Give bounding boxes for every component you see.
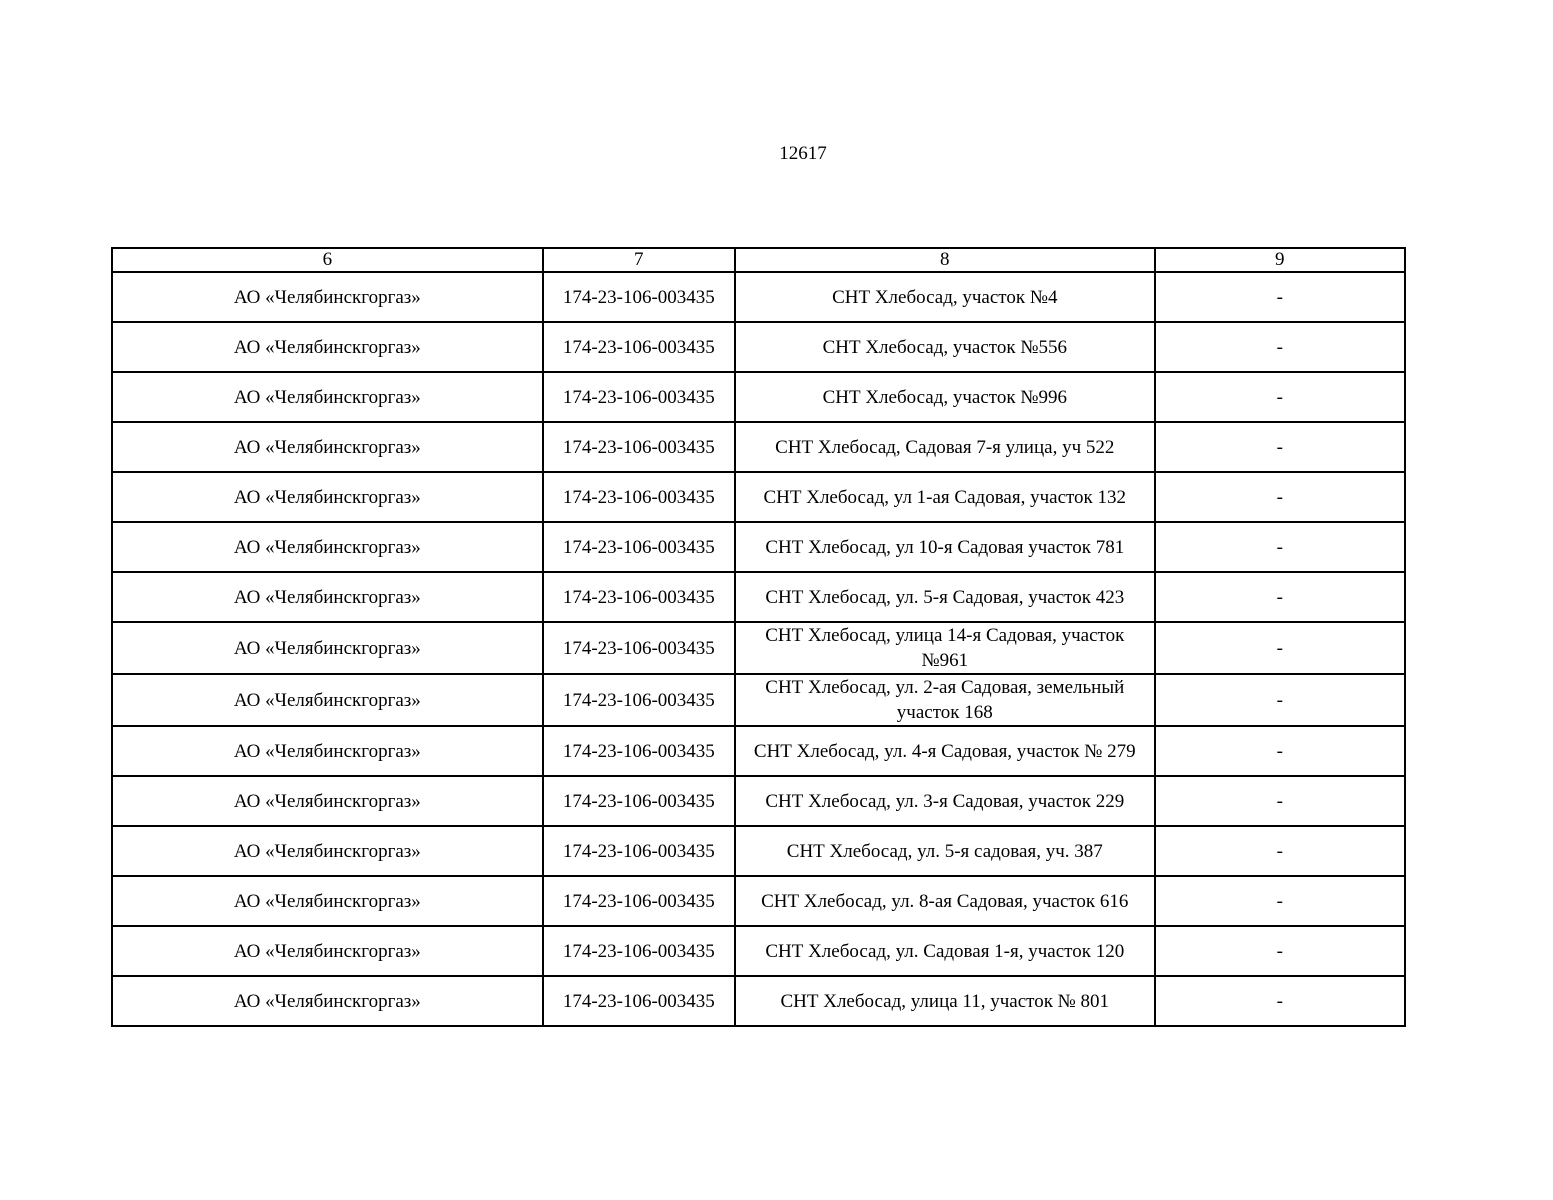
registration-number-cell: 174-23-106-003435: [543, 776, 735, 826]
note-cell: -: [1155, 422, 1405, 472]
table-row: [112, 572, 1405, 622]
organization-cell: АО «Челябинскгоргаз»: [112, 622, 543, 674]
organization-cell: АО «Челябинскгоргаз»: [112, 322, 543, 372]
registration-number-cell: 174-23-106-003435: [543, 976, 735, 1026]
table-row: [112, 272, 1405, 322]
registration-number-cell: 174-23-106-003435: [543, 622, 735, 674]
table-row: [112, 522, 1405, 572]
address-cell: СНТ Хлебосад, ул. Садовая 1-я, участок 120: [735, 926, 1155, 976]
table-row: [112, 372, 1405, 422]
page-number: 12617: [779, 143, 827, 164]
registration-number-cell: 174-23-106-003435: [543, 472, 735, 522]
organization-cell: АО «Челябинскгоргаз»: [112, 572, 543, 622]
table-row: [112, 876, 1405, 926]
note-cell: -: [1155, 976, 1405, 1026]
table-row: [112, 976, 1405, 1026]
address-cell: СНТ Хлебосад, ул. 8-ая Садовая, участок 616: [735, 876, 1155, 926]
table-row: [112, 322, 1405, 372]
registration-number-cell: 174-23-106-003435: [543, 572, 735, 622]
table-row: [112, 472, 1405, 522]
note-cell: -: [1155, 522, 1405, 572]
organization-cell: АО «Челябинскгоргаз»: [112, 674, 543, 726]
registration-number-cell: 174-23-106-003435: [543, 372, 735, 422]
address-cell: СНТ Хлебосад, улица 14-я Садовая, участок №961: [735, 622, 1155, 674]
note-cell: -: [1155, 776, 1405, 826]
note-cell: -: [1155, 372, 1405, 422]
registration-number-cell: 174-23-106-003435: [543, 272, 735, 322]
note-cell: -: [1155, 322, 1405, 372]
table-row: [112, 776, 1405, 826]
organization-cell: АО «Челябинскгоргаз»: [112, 522, 543, 572]
address-cell: СНТ Хлебосад, участок №996: [735, 372, 1155, 422]
address-cell: СНТ Хлебосад, участок №4: [735, 272, 1155, 322]
table-row: [112, 926, 1405, 976]
table-row: [112, 622, 1405, 674]
note-cell: -: [1155, 572, 1405, 622]
note-cell: -: [1155, 272, 1405, 322]
organization-cell: АО «Челябинскгоргаз»: [112, 776, 543, 826]
organization-cell: АО «Челябинскгоргаз»: [112, 422, 543, 472]
table-row: [112, 826, 1405, 876]
note-cell: -: [1155, 622, 1405, 674]
organization-cell: АО «Челябинскгоргаз»: [112, 372, 543, 422]
address-cell: СНТ Хлебосад, улица 11, участок № 801: [735, 976, 1155, 1026]
table-row: [112, 422, 1405, 472]
registration-number-cell: 174-23-106-003435: [543, 926, 735, 976]
address-cell: СНТ Хлебосад, ул. 3-я Садовая, участок 229: [735, 776, 1155, 826]
organization-cell: АО «Челябинскгоргаз»: [112, 976, 543, 1026]
note-cell: -: [1155, 826, 1405, 876]
table-body: [112, 248, 1405, 1026]
registration-number-cell: 174-23-106-003435: [543, 726, 735, 776]
note-cell: -: [1155, 674, 1405, 726]
note-cell: -: [1155, 926, 1405, 976]
organization-cell: АО «Челябинскгоргаз»: [112, 472, 543, 522]
registration-number-cell: 174-23-106-003435: [543, 522, 735, 572]
address-cell: СНТ Хлебосад, ул. 5-я садовая, уч. 387: [735, 826, 1155, 876]
address-cell: СНТ Хлебосад, участок №556: [735, 322, 1155, 372]
organization-cell: АО «Челябинскгоргаз»: [112, 272, 543, 322]
organization-cell: АО «Челябинскгоргаз»: [112, 826, 543, 876]
registration-number-cell: 174-23-106-003435: [543, 322, 735, 372]
note-cell: -: [1155, 726, 1405, 776]
registration-number-cell: 174-23-106-003435: [543, 422, 735, 472]
registration-number-cell: 174-23-106-003435: [543, 826, 735, 876]
organization-cell: АО «Челябинскгоргаз»: [112, 926, 543, 976]
header-cell-col-7: 7: [543, 248, 735, 272]
address-cell: СНТ Хлебосад, ул. 4-я Садовая, участок № 279: [735, 726, 1155, 776]
organization-cell: АО «Челябинскгоргаз»: [112, 876, 543, 926]
address-cell: СНТ Хлебосад, ул. 5-я Садовая, участок 423: [735, 572, 1155, 622]
address-cell: СНТ Хлебосад, ул 10-я Садовая участок 781: [735, 522, 1155, 572]
organization-cell: АО «Челябинскгоргаз»: [112, 726, 543, 776]
header-cell-col-6: 6: [112, 248, 543, 272]
table-row: [112, 674, 1405, 726]
registry-table: [111, 247, 1406, 1027]
registration-number-cell: 174-23-106-003435: [543, 674, 735, 726]
address-cell: СНТ Хлебосад, ул. 2-ая Садовая, земельный участок 168: [735, 674, 1155, 726]
note-cell: -: [1155, 876, 1405, 926]
table-header-row: [112, 248, 1405, 272]
address-cell: СНТ Хлебосад, Садовая 7-я улица, уч 522: [735, 422, 1155, 472]
header-cell-col-9: 9: [1155, 248, 1405, 272]
registration-number-cell: 174-23-106-003435: [543, 876, 735, 926]
note-cell: -: [1155, 472, 1405, 522]
address-cell: СНТ Хлебосад, ул 1-ая Садовая, участок 132: [735, 472, 1155, 522]
header-cell-col-8: 8: [735, 248, 1155, 272]
table-row: [112, 726, 1405, 776]
